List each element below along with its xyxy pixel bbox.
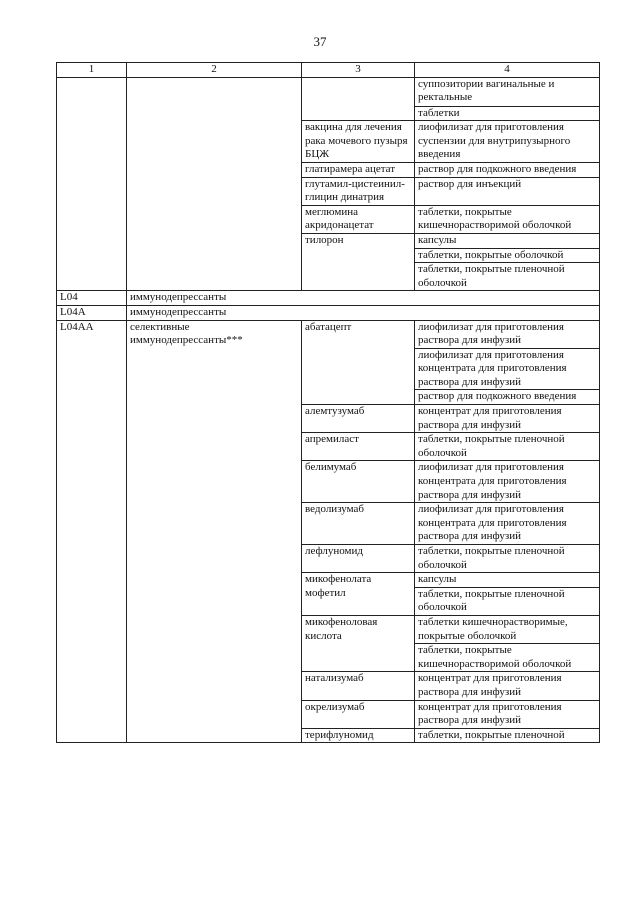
group-name: селективные иммунодепрессанты*** xyxy=(127,320,302,743)
section-code: L04 xyxy=(57,291,127,306)
cell-drug: белимумаб xyxy=(302,461,415,503)
cell-form: лиофилизат для приготовления концентрата для приготовления раствора для инфузий xyxy=(415,461,600,503)
cell-drug: терифлуномид xyxy=(302,728,415,743)
section-name: иммунодепрессанты xyxy=(127,291,600,306)
cell-drug: меглюмина акридонацетат xyxy=(302,205,415,233)
cell-form: лиофилизат для приготовления концентрата для приготовления раствора для инфузий xyxy=(415,348,600,390)
section-name: иммунодепрессанты xyxy=(127,305,600,320)
cell-drug: глутамил-цистеинил-глицин динатрия xyxy=(302,177,415,205)
group-code: L04AA xyxy=(57,320,127,743)
cell-drug: микофеноловая кислота xyxy=(302,615,415,671)
cell-form: раствор для подкожного введения xyxy=(415,162,600,177)
cell-form: лиофилизат для приготовления суспензии для внутрипузырного введения xyxy=(415,121,600,163)
cell-code xyxy=(57,77,127,291)
cell-form: таблетки, покрытые пленочной xyxy=(415,728,600,743)
section-row xyxy=(57,305,600,320)
cell-form: таблетки, покрытые кишечнорастворимой оболочкой xyxy=(415,644,600,672)
cell-form: капсулы xyxy=(415,573,600,588)
cell-drug xyxy=(302,77,415,121)
cell-drug: абатацепт xyxy=(302,320,415,405)
cell-form: таблетки, покрытые оболочкой xyxy=(415,248,600,263)
cell-drug: натализумаб xyxy=(302,672,415,700)
cell-form: концентрат для приготовления раствора для инфузий xyxy=(415,700,600,728)
table-header-row xyxy=(57,63,600,78)
section-row xyxy=(57,291,600,306)
cell-drug: апремиласт xyxy=(302,433,415,461)
cell-drug: лефлуномид xyxy=(302,545,415,573)
cell-group xyxy=(127,77,302,291)
header-col-3: 3 xyxy=(302,63,415,78)
cell-drug: окрелизумаб xyxy=(302,700,415,728)
header-col-4: 4 xyxy=(415,63,600,78)
cell-form: таблетки, покрытые пленочной оболочкой xyxy=(415,263,600,291)
cell-form: лиофилизат для приготовления концентрата для приготовления раствора для инфузий xyxy=(415,503,600,545)
cell-drug: алемтузумаб xyxy=(302,405,415,433)
cell-drug: ведолизумаб xyxy=(302,503,415,545)
section-code: L04A xyxy=(57,305,127,320)
cell-drug: тилорон xyxy=(302,233,415,290)
table-row xyxy=(57,77,600,106)
cell-form: суппозитории вагинальные и ректальные xyxy=(415,77,600,106)
cell-form: таблетки, покрытые пленочной оболочкой xyxy=(415,433,600,461)
cell-form: таблетки xyxy=(415,106,600,121)
cell-form: таблетки, покрытые пленочной оболочкой xyxy=(415,545,600,573)
cell-form: таблетки, покрытые кишечнорастворимой оболочкой xyxy=(415,205,600,233)
cell-form: раствор для подкожного введения xyxy=(415,390,600,405)
cell-drug: микофенолата мофетил xyxy=(302,573,415,616)
cell-form: лиофилизат для приготовления раствора для инфузий xyxy=(415,320,600,348)
cell-drug: вакцина для лечения рака мочевого пузыря БЦЖ xyxy=(302,121,415,163)
cell-form: таблетки кишечнорастворимые, покрытые оболочкой xyxy=(415,615,600,643)
header-col-2: 2 xyxy=(127,63,302,78)
table-row xyxy=(57,320,600,348)
page-number: 37 xyxy=(313,34,327,49)
cell-form: раствор для инъекций xyxy=(415,177,600,205)
cell-form: концентрат для приготовления раствора для инфузий xyxy=(415,405,600,433)
cell-form: таблетки, покрытые пленочной оболочкой xyxy=(415,587,600,615)
header-col-1: 1 xyxy=(57,63,127,78)
drug-list-table xyxy=(56,62,600,743)
cell-drug: глатирамера ацетат xyxy=(302,162,415,177)
cell-form: капсулы xyxy=(415,233,600,248)
cell-form: концентрат для приготовления раствора для инфузий xyxy=(415,672,600,700)
